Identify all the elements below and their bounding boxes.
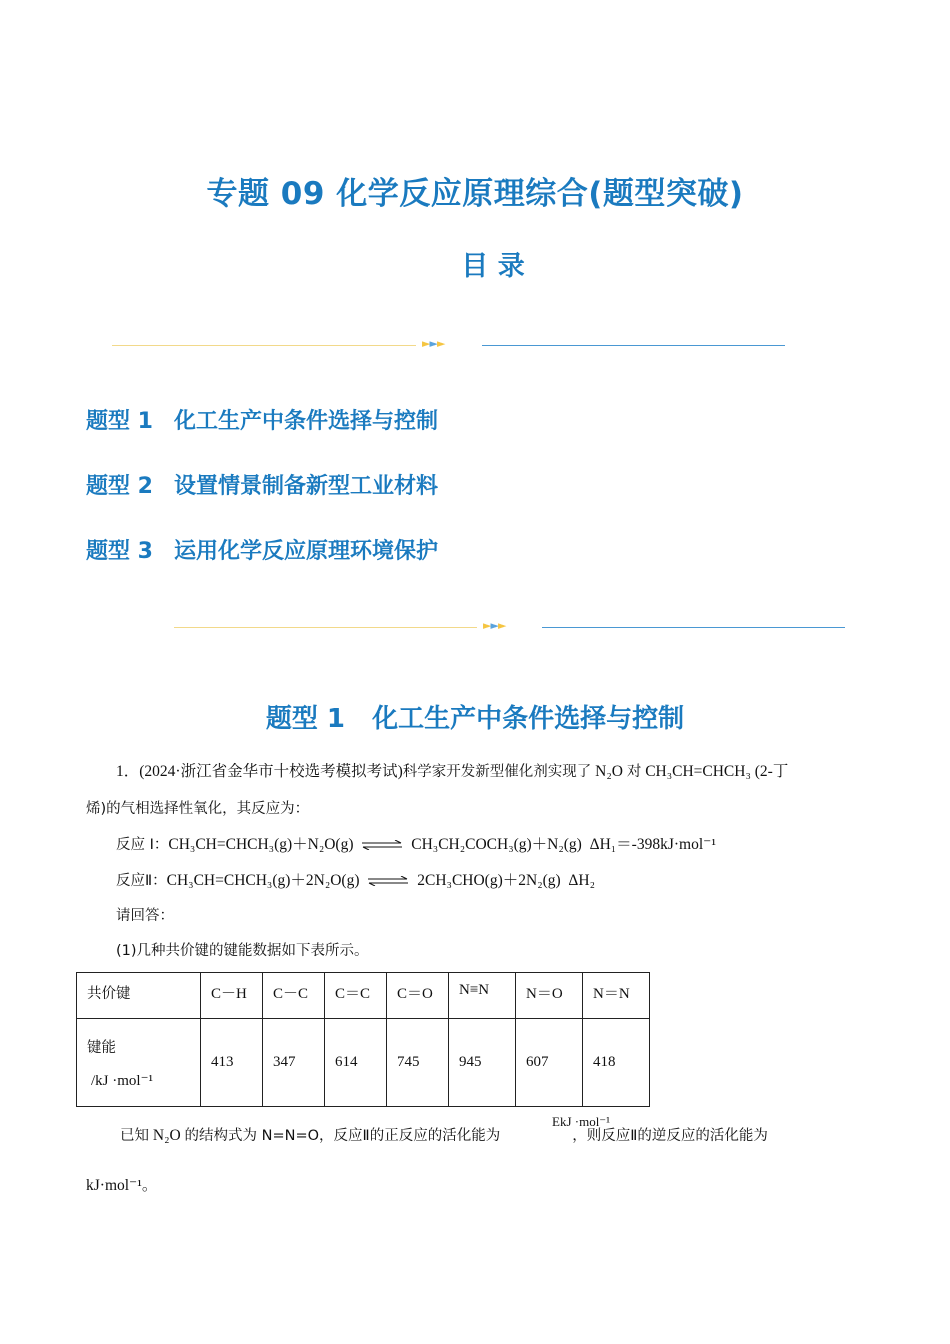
energy-label: 键能	[87, 1039, 116, 1056]
reaction-products: 2CH₃CHO(g)＋2N₂(g)	[417, 872, 561, 889]
known-text: 的结构式为 N=N=O，反应Ⅱ的正反应的活化能为	[184, 1128, 501, 1144]
question-line-2: 烯)的气相选择性氧化，其反应为：	[86, 801, 310, 817]
sub-question-1: (1)几种共价键的键能数据如下表所示。	[116, 943, 369, 959]
toc-item-3[interactable]	[86, 534, 438, 565]
question-source: (2024·浙江省金华市十校选考模拟考试)	[139, 763, 403, 780]
reaction-enthalpy: ΔH₁＝-398kJ·mol⁻¹	[589, 836, 716, 853]
table-cell: 945	[449, 1019, 516, 1107]
known-text: ，则反应Ⅱ的逆反应的活化能为	[572, 1128, 768, 1144]
reaction-reactants: CH₃CH=CHCH₃(g)＋N₂O(g)	[168, 836, 354, 853]
toc-heading: 目 录	[461, 251, 525, 282]
toc-item-label: 题型 1	[86, 409, 153, 434]
table-cell: 607	[516, 1019, 583, 1107]
toc-item-text: 化工生产中条件选择与控制	[174, 409, 439, 434]
table-cell: C－C	[263, 973, 325, 1019]
table-cell: 418	[583, 1019, 650, 1107]
formula-n2o: N₂O	[152, 1127, 181, 1144]
table-cell: 347	[263, 1019, 325, 1107]
table-cell: 614	[325, 1019, 387, 1107]
reaction-label: 反应 I：	[116, 837, 169, 853]
question-text: 科学家开发新型催化剂实现了	[402, 764, 592, 780]
reaction-label: 反应Ⅱ：	[116, 873, 167, 889]
arrow-decoration-icon: ►►►	[483, 619, 506, 632]
equilibrium-arrow-icon	[361, 840, 403, 850]
table-cell: C－H	[201, 973, 263, 1019]
formula-butene: CH₃CH=CHCH₃ (2-丁	[645, 763, 789, 780]
toc-item-text: 设置情景制备新型工业材料	[174, 474, 439, 499]
document-title: 专题 09 化学反应原理综合(题型突破)	[206, 176, 744, 212]
table-header-cell	[77, 1019, 201, 1107]
activation-energy-label: EkJ ·mol⁻¹	[552, 1114, 611, 1129]
question-line-1	[116, 762, 788, 782]
arrow-decoration-icon: ►►►	[422, 337, 445, 350]
table-cell: 745	[387, 1019, 449, 1107]
toc-item-text: 运用化学反应原理环境保护	[174, 539, 439, 564]
known-info-line	[120, 1126, 768, 1146]
table-cell: C＝C	[325, 973, 387, 1019]
table-row	[77, 1019, 650, 1107]
divider-bottom	[0, 621, 950, 635]
answer-unit-line: kJ·mol⁻¹。	[86, 1177, 158, 1194]
table-cell: N＝O	[516, 973, 583, 1019]
toc-item-label: 题型 3	[86, 539, 153, 564]
section-text: 化工生产中条件选择与控制	[372, 704, 685, 734]
section-title	[0, 698, 950, 735]
table-cell: N≡N	[449, 973, 516, 1019]
question-text: 对	[626, 764, 642, 780]
reaction-products: CH₃CH₂COCH₃(g)＋N₂(g)	[411, 836, 582, 853]
formula-n2o: N₂O	[595, 763, 623, 780]
table-header-cell: 共价键	[77, 973, 201, 1019]
reaction-enthalpy: ΔH₂	[568, 872, 595, 889]
section-label: 题型 1	[265, 704, 345, 734]
table-row	[77, 973, 650, 1019]
reaction-reactants: CH₃CH=CHCH₃(g)＋2N₂O(g)	[166, 872, 360, 889]
bond-energy-table	[76, 972, 650, 1107]
reaction-2	[116, 871, 595, 891]
known-text: 已知	[120, 1128, 149, 1144]
question-prompt: 请回答：	[116, 908, 174, 924]
table-cell: C＝O	[387, 973, 449, 1019]
toc-item-1[interactable]	[86, 404, 438, 435]
toc-item-2[interactable]	[86, 469, 438, 500]
reaction-1	[116, 835, 716, 855]
table-cell: N＝N	[583, 973, 650, 1019]
table-cell: 413	[201, 1019, 263, 1107]
divider-top	[0, 339, 950, 353]
question-number: 1．	[116, 763, 140, 780]
equilibrium-arrow-icon	[367, 876, 409, 886]
toc-item-label: 题型 2	[86, 474, 153, 499]
energy-unit: /kJ ·mol⁻¹	[91, 1072, 153, 1089]
